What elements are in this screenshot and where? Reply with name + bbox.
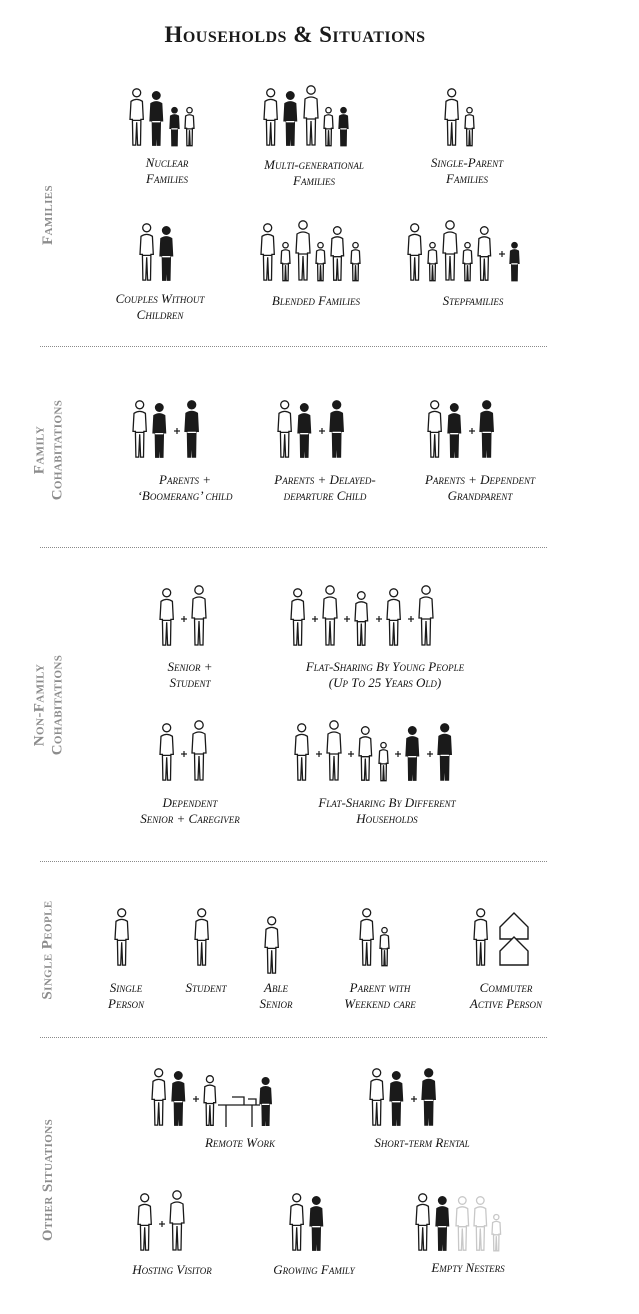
figures-graphic (140, 220, 180, 284)
people-illustration (360, 905, 395, 973)
people-illustration (130, 85, 200, 153)
people-illustration (160, 720, 212, 788)
caption: Hosting Visitor (132, 1262, 212, 1277)
section-divider (40, 346, 547, 347)
caption: Student (185, 980, 227, 995)
caption: Parents + ‘Boomerang’ child (137, 472, 233, 503)
people-illustration (290, 1190, 330, 1258)
figures-graphic (152, 1065, 280, 1129)
caption: Flat-Sharing By Different Households (318, 795, 456, 826)
people-illustration (295, 720, 458, 788)
people-illustration (138, 1190, 190, 1258)
figures-graphic (295, 720, 458, 784)
figures-graphic (133, 397, 205, 461)
section-label-text: Families (40, 184, 57, 246)
caption: Short-term Rental (374, 1135, 470, 1150)
figures-graphic (278, 397, 350, 461)
people-illustration (291, 585, 439, 653)
section-divider (40, 861, 547, 862)
section-label-other-situations (28, 1060, 68, 1300)
caption: Dependent Senior + Caregiver (140, 795, 240, 826)
section-label-text: Other Situations (40, 1118, 57, 1242)
caption: Single-Parent Families (430, 155, 504, 186)
section-divider (40, 547, 547, 548)
caption: Growing Family (273, 1262, 355, 1277)
caption: Single Person (108, 980, 144, 1011)
section-divider (40, 1037, 547, 1038)
people-illustration (370, 1065, 442, 1133)
figures-graphic (416, 1190, 506, 1254)
section-label-text: Non-Family Cohabitations (31, 654, 65, 756)
section-label-text: Family Cohabitations (31, 399, 65, 501)
people-illustration (416, 1190, 506, 1258)
item-senior-student (90, 585, 290, 695)
caption: Senior + Student (167, 659, 213, 690)
item-empty-nesters (368, 1190, 568, 1300)
people-illustration (474, 905, 532, 973)
figures-graphic (138, 1190, 190, 1254)
figures-graphic (474, 905, 532, 969)
people-illustration (278, 397, 350, 465)
figures-graphic (445, 85, 480, 149)
item-flat-sharing-young-people (285, 585, 485, 695)
people-illustration (140, 220, 180, 288)
figures-graphic (428, 397, 500, 461)
caption: Empty Nesters (431, 1260, 505, 1275)
caption: Flat-Sharing By Young People (Up To 25 Years Old) (305, 659, 465, 690)
figures-graphic (408, 220, 525, 284)
section-label-family-cohabitations (28, 360, 68, 540)
item-dependent-senior-caregiver (90, 720, 290, 830)
figures-graphic (290, 1190, 330, 1254)
people-illustration (408, 220, 525, 288)
caption: Remote Work (204, 1135, 276, 1150)
item-stepfamilies (373, 220, 588, 330)
figures-graphic (291, 585, 439, 649)
section-label-non-family-cohabitations (28, 560, 68, 850)
caption: Parents + Delayed- departure Child (274, 472, 376, 503)
people-illustration (261, 220, 366, 288)
people-illustration (160, 585, 212, 653)
people-illustration (133, 397, 205, 465)
figures-graphic (130, 85, 200, 149)
caption: Parents + Dependent Grandparent (424, 472, 536, 503)
figures-graphic (370, 1065, 442, 1129)
section-label-text: Single People (40, 900, 57, 1000)
caption: Couples Without Children (115, 291, 205, 322)
item-short-term-rental (322, 1065, 522, 1175)
caption: Commuter Active Person (469, 980, 543, 1011)
item-commuter-active-person (406, 905, 606, 1015)
figures-graphic (264, 85, 354, 149)
page-title: Households & Situations (164, 22, 426, 47)
figures-graphic (261, 220, 366, 284)
figures-graphic (160, 720, 212, 784)
caption: Parent with Weekend care (344, 980, 416, 1011)
figures-graphic (360, 905, 395, 969)
caption: Stepfamilies (442, 293, 504, 308)
figures-graphic (160, 585, 212, 649)
item-parents-dependent-grandparent (380, 397, 580, 507)
caption: Multi-generational Families (264, 157, 364, 188)
people-illustration (428, 397, 500, 465)
caption: Blended Families (271, 293, 361, 308)
people-illustration (152, 1065, 280, 1133)
people-illustration (445, 85, 480, 153)
caption: Able Senior (259, 980, 293, 1011)
item-remote-work (130, 1065, 350, 1175)
caption: Nuclear Families (145, 155, 189, 186)
item-flat-sharing-different-households (287, 720, 487, 830)
people-illustration (264, 85, 354, 153)
item-single-parent-families (367, 85, 582, 195)
